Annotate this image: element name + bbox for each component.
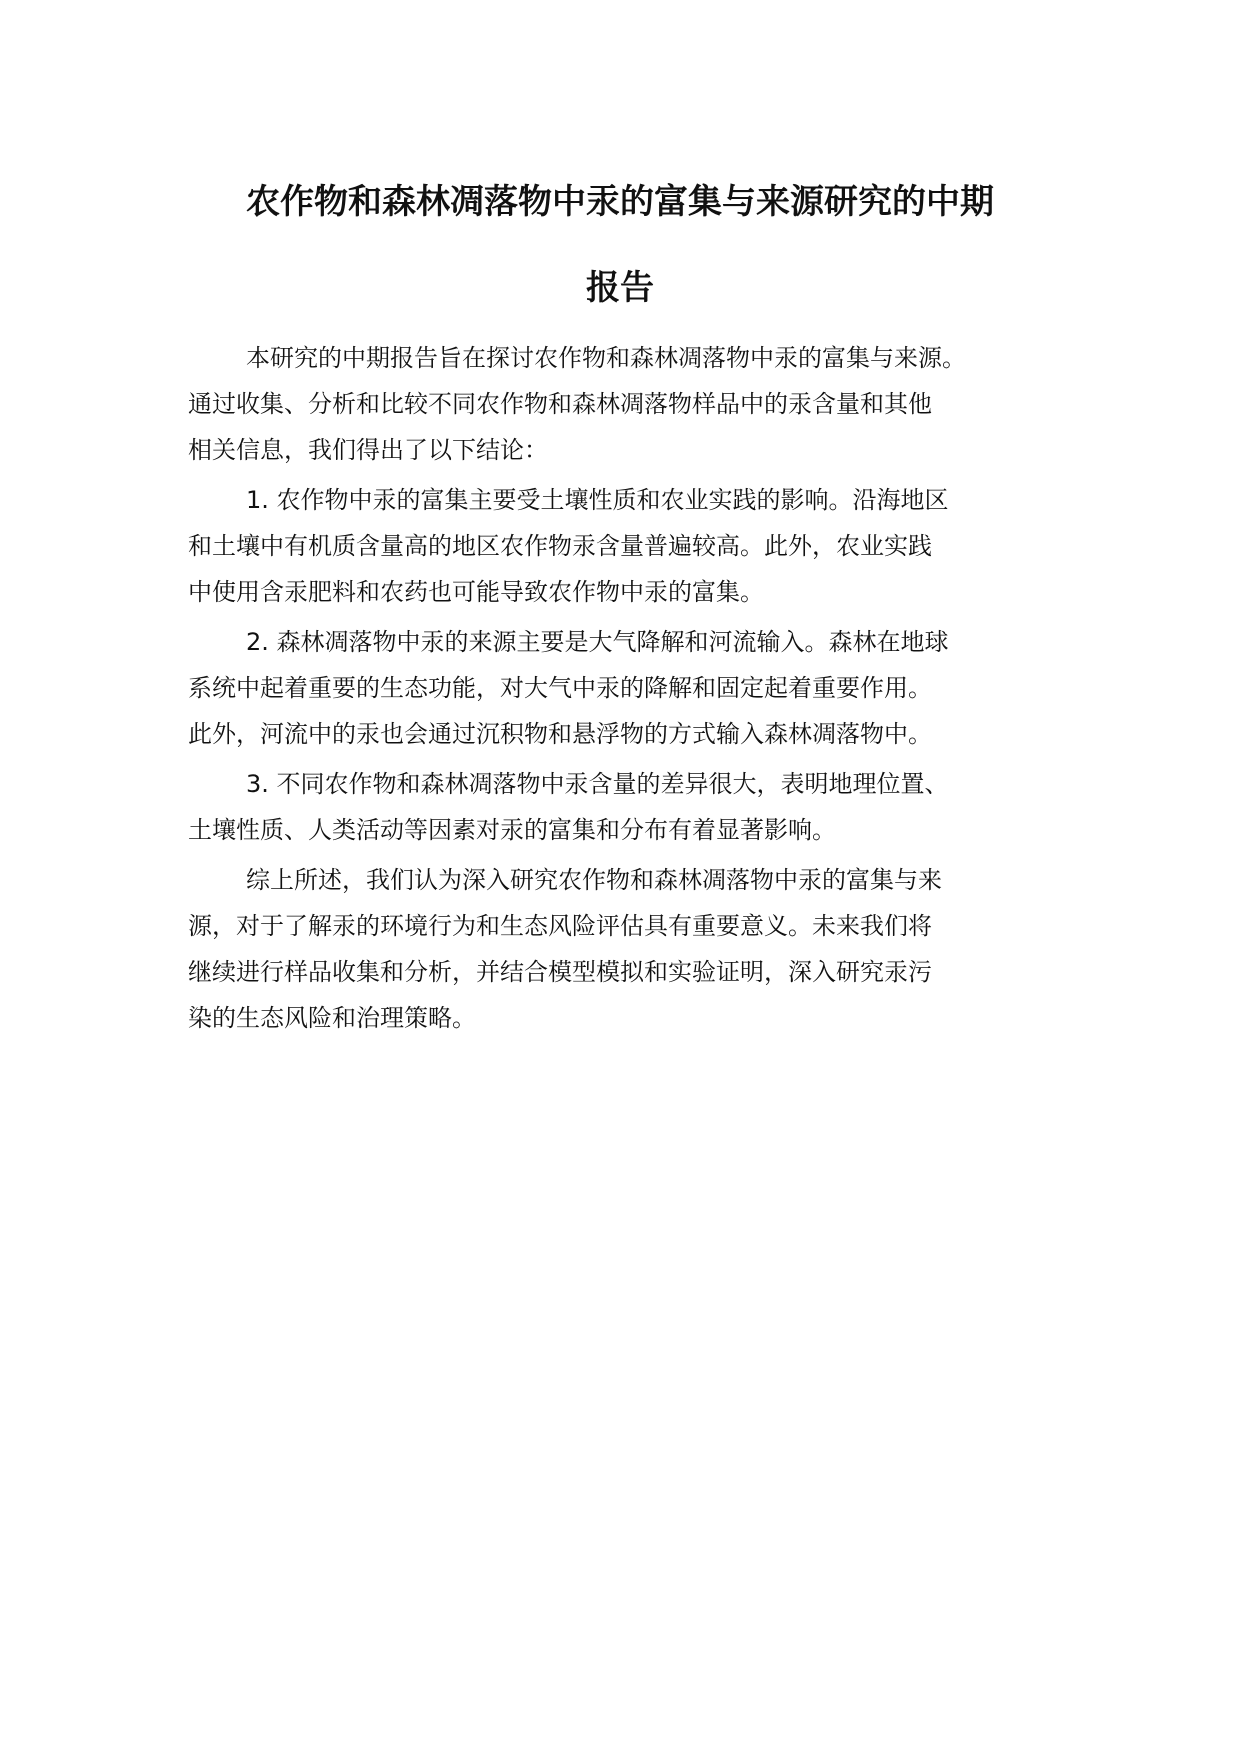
- paragraph-line: 源，对于了解汞的环境行为和生态风险评估具有重要意义。未来我们将: [188, 912, 932, 940]
- paragraph-conclusion-2: [188, 624, 1088, 762]
- paragraph-line: 1. 农作物中汞的富集主要受土壤性质和农业实践的影响。沿海地区: [246, 486, 949, 514]
- paragraph-line: 继续进行样品收集和分析，并结合模型模拟和实验证明，深入研究汞污: [188, 958, 932, 986]
- paragraph-line: 通过收集、分析和比较不同农作物和森林凋落物样品中的汞含量和其他: [188, 390, 932, 418]
- paragraph-line: 综上所述，我们认为深入研究农作物和森林凋落物中汞的富集与来: [246, 866, 942, 894]
- paragraph-conclusion-1: [188, 482, 1088, 620]
- document-title-line-2: 报告: [586, 268, 654, 308]
- paragraph-summary: [188, 862, 1088, 1046]
- paragraph-line: 3. 不同农作物和森林凋落物中汞含量的差异很大，表明地理位置、: [246, 770, 949, 798]
- paragraph-line: 中使用含汞肥料和农药也可能导致农作物中汞的富集。: [188, 578, 764, 606]
- paragraph-line: 2. 森林凋落物中汞的来源主要是大气降解和河流输入。森林在地球: [246, 628, 949, 656]
- paragraph-intro: [188, 340, 1088, 478]
- paragraph-line: 和土壤中有机质含量高的地区农作物汞含量普遍较高。此外，农业实践: [188, 532, 932, 560]
- paragraph-line: 系统中起着重要的生态功能，对大气中汞的降解和固定起着重要作用。: [188, 674, 932, 702]
- paragraph-conclusion-3: [188, 766, 1088, 858]
- paragraph-line: 此外，河流中的汞也会通过沉积物和悬浮物的方式输入森林凋落物中。: [188, 720, 932, 748]
- document-title-line-1: 农作物和森林凋落物中汞的富集与来源研究的中期: [246, 182, 994, 222]
- paragraph-line: 相关信息，我们得出了以下结论：: [188, 436, 548, 464]
- paragraph-line: 土壤性质、人类活动等因素对汞的富集和分布有着显著影响。: [188, 816, 836, 844]
- paragraph-line: 本研究的中期报告旨在探讨农作物和森林凋落物中汞的富集与来源。: [246, 344, 966, 372]
- paragraph-line: 染的生态风险和治理策略。: [188, 1004, 476, 1032]
